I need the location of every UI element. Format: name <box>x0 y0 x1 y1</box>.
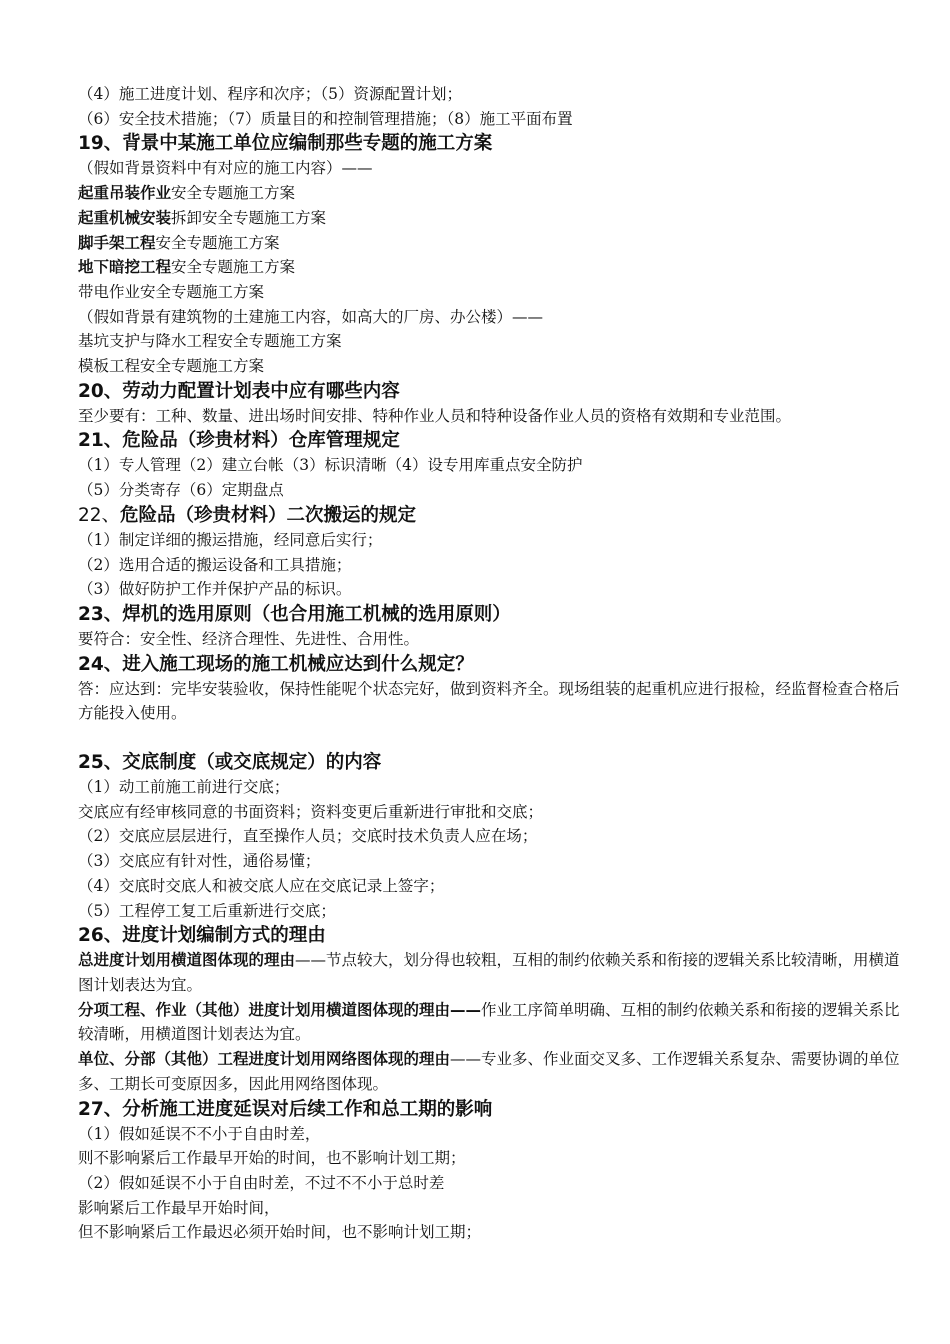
s26-p3-bold: 单位、分部（其他）工程进度计划用网络图体现的理由 <box>78 1050 451 1069</box>
s19-item-2-rest: 拆卸安全专题施工方案 <box>171 208 327 227</box>
s26-paragraph-2 <box>78 998 903 1047</box>
blank-spacer <box>78 726 903 750</box>
s19-item-4 <box>78 255 903 280</box>
s24-body: 答：应达到：完毕安装验收，保持性能呢个状态完好，做到资料齐全。现场组装的起重机应进行报检，经监督检查合格后方能投入使用。 <box>78 679 900 723</box>
s25-line-6: （5）工程停工复工后重新进行交底； <box>78 901 336 920</box>
s21-line-1: （1）专人管理（2）建立台帐（3）标识清晰（4）设专用库重点安全防护 <box>78 456 583 475</box>
section-21-heading: 21、危险品（珍贵材料）仓库管理规定 <box>78 430 400 452</box>
s19-item-4-rest: 安全专题施工方案 <box>171 258 296 277</box>
s22-line-1: （1）制定详细的搬运措施，经同意后实行； <box>78 530 383 549</box>
section-25-heading: 25、交底制度（或交底规定）的内容 <box>78 752 382 774</box>
s19-item-4-bold: 地下暗挖工程 <box>78 258 172 277</box>
section-27-heading: 27、分析施工进度延误对后续工作和总工期的影响 <box>78 1098 493 1120</box>
s22-title: 危险品（珍贵材料）二次搬运的规定 <box>120 504 417 526</box>
s27-line-2: 则不影响紧后工作最早开始的时间，也不影响计划工期； <box>78 1149 466 1168</box>
s19-item-3 <box>78 231 903 256</box>
section-23-heading: 23、焊机的选用原则（也合用施工机械的选用原则） <box>78 603 511 625</box>
s19-item-5: 带电作业安全专题施工方案 <box>78 282 265 301</box>
s27-line-3: （2）假如延误不小于自由时差，不过不不小于总时差 <box>78 1173 445 1192</box>
s22-line-3: （3）做好防护工作并保护产品的标识。 <box>78 580 352 599</box>
s26-p1-bold: 总进度计划用横道图体现的理由 <box>78 951 296 970</box>
s25-line-2: 交底应有经审核同意的书面资料；资料变更后重新进行审批和交底； <box>78 802 544 821</box>
s19-note-1: （假如背景资料中有对应的施工内容）—— <box>78 159 373 178</box>
s19-note-2: （假如背景有建筑物的土建施工内容，如高大的厂房、办公楼）—— <box>78 307 544 326</box>
s21-line-2: （5）分类寄存（6）定期盘点 <box>78 481 284 500</box>
s26-paragraph-1 <box>78 948 903 997</box>
s19-item-6: 基坑支护与降水工程安全专题施工方案 <box>78 332 342 351</box>
s25-line-5: （4）交底时交底人和被交底人应在交底记录上签字； <box>78 876 445 895</box>
s19-item-1-rest: 安全专题施工方案 <box>171 184 296 203</box>
section-22-heading <box>78 503 903 528</box>
s22-number: 22、 <box>78 504 121 526</box>
section-26-heading: 26、进度计划编制方式的理由 <box>78 925 326 947</box>
intro-line-2: （6）安全技术措施；（7）质量目的和控制管理措施；（8）施工平面布置 <box>78 109 573 128</box>
s19-item-7: 模板工程安全专题施工方案 <box>78 357 265 376</box>
s19-item-3-rest: 安全专题施工方案 <box>155 233 280 252</box>
s19-item-1 <box>78 181 903 206</box>
section-20-heading: 20、劳动力配置计划表中应有哪些内容 <box>78 380 400 402</box>
s25-line-1: （1）动工前施工前进行交底； <box>78 778 290 797</box>
s26-paragraph-3 <box>78 1047 903 1096</box>
s19-item-2 <box>78 206 903 231</box>
s25-line-3: （2）交底应层层进行，直至操作人员；交底时技术负责人应在场； <box>78 827 538 846</box>
s19-item-2-bold: 起重机械安装 <box>78 208 172 227</box>
s26-p3-rest: ——专业多、作业面交叉多、工作逻辑关系复杂、需要协调的单位多、工期长可变原因多，因此用网络图体现。 <box>78 1050 900 1093</box>
s27-line-5: 但不影响紧后工作最迟必须开始时间，也不影响计划工期； <box>78 1223 482 1242</box>
section-19-heading: 19、背景中某施工单位应编制那些专题的施工方案 <box>78 133 493 155</box>
s20-body: 至少要有：工种、数量、进出场时间安排、特种作业人员和特种设备作业人员的资格有效期和专业范围。 <box>78 406 792 425</box>
section-24-heading: 24、进入施工现场的施工机械应达到什么规定？ <box>78 653 474 675</box>
s25-line-4: （3）交底应有针对性，通俗易懂； <box>78 852 321 871</box>
s22-line-2: （2）选用合适的搬运设备和工具措施； <box>78 555 352 574</box>
s27-line-1: （1）假如延误不不小于自由时差， <box>78 1124 321 1143</box>
s19-item-1-bold: 起重吊装作业 <box>78 184 172 203</box>
s27-line-4: 影响紧后工作最早开始时间， <box>78 1198 280 1217</box>
document-page <box>78 82 903 1245</box>
s26-p1-rest: ——节点较大，划分得也较粗，互相的制约依赖关系和衔接的逻辑关系比较清晰，用横道图计划表达为宜。 <box>78 951 900 994</box>
s26-p2-bold: 分项工程、作业（其他）进度计划用横道图体现的理由—— <box>78 1000 482 1019</box>
intro-line-1: （4）施工进度计划、程序和次序；（5）资源配置计划； <box>78 85 462 103</box>
s23-body: 要符合：安全性、经济合理性、先进性、合用性。 <box>78 629 420 648</box>
s26-p2-rest: 作业工序简单明确、互相的制约依赖关系和衔接的逻辑关系比较清晰，用横道图计划表达为宜。 <box>78 1000 900 1044</box>
s19-item-3-bold: 脚手架工程 <box>78 233 156 252</box>
